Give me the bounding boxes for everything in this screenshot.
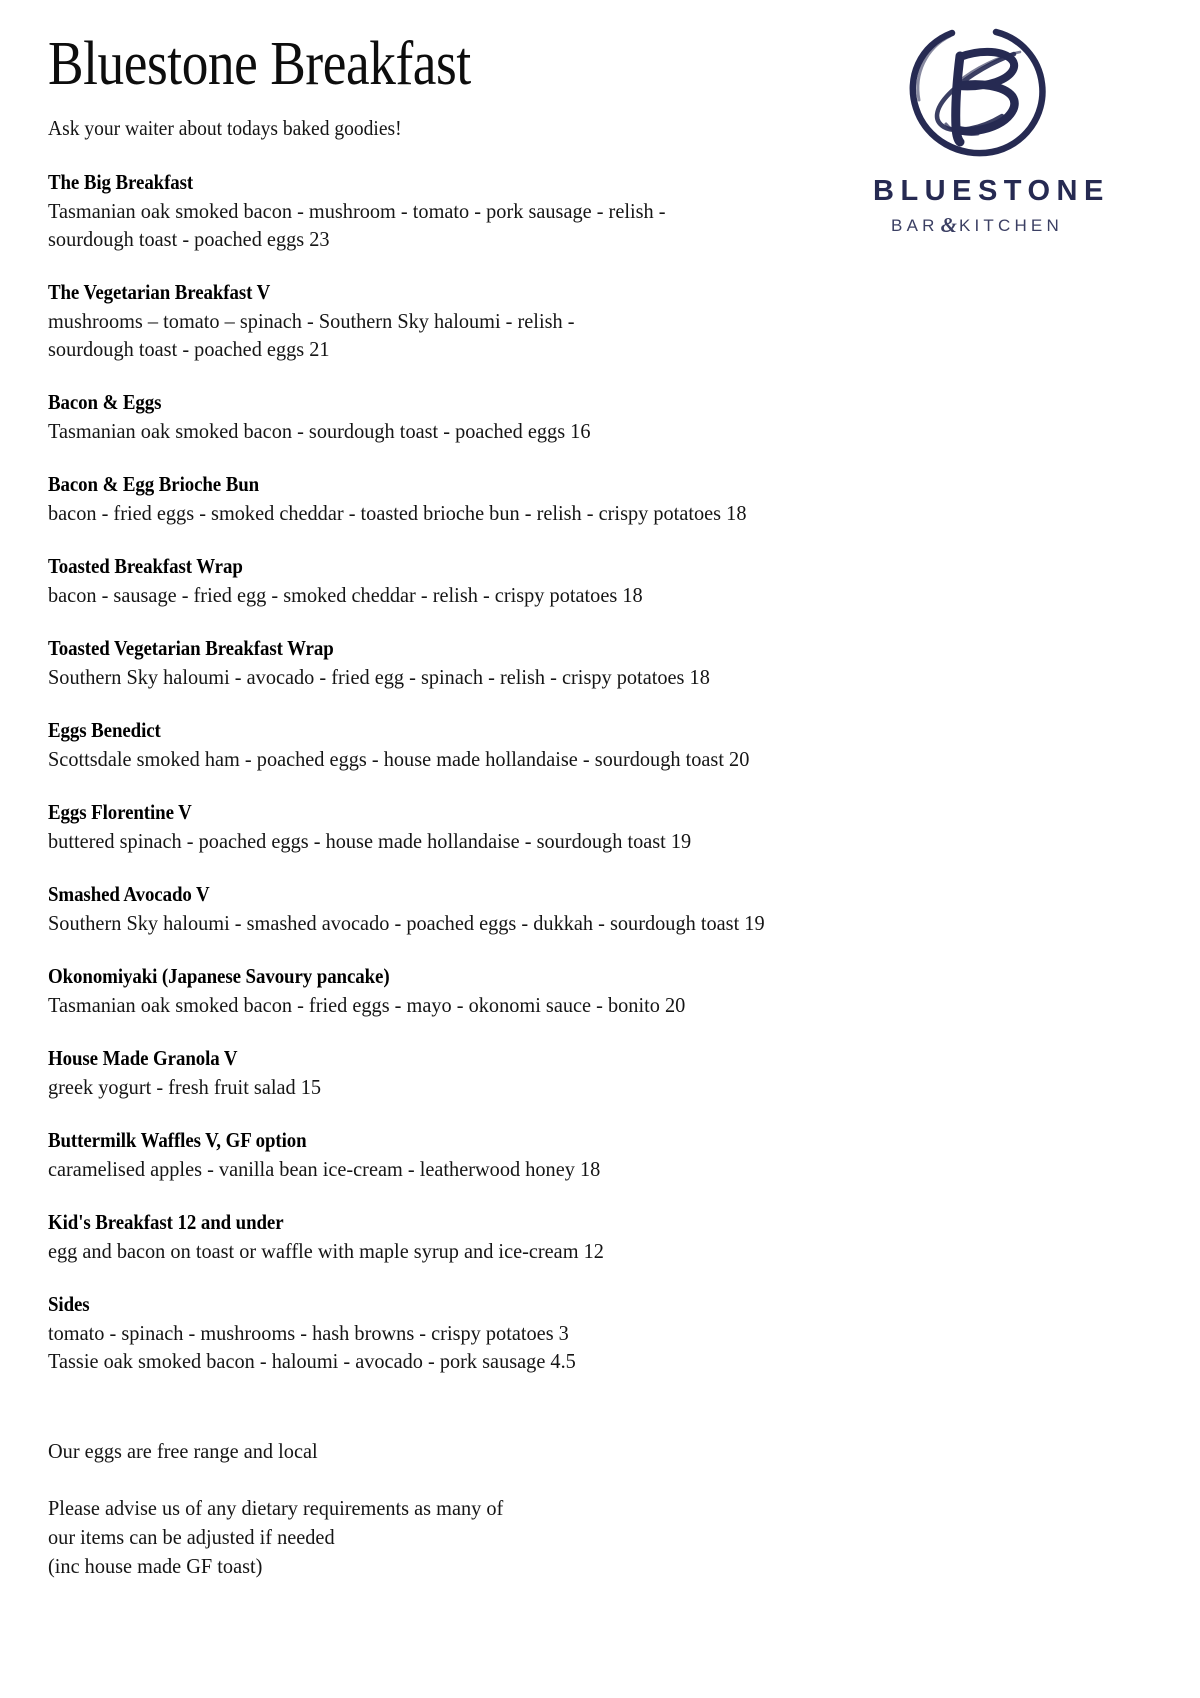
item-description-line: bacon - sausage - fried egg - smoked cheddar - relish - crispy potatoes 18 [48,583,643,607]
menu-item [48,278,1158,364]
item-description-line: greek yogurt - fresh fruit salad 15 [48,1075,322,1099]
dietary-note-line: our items can be adjusted if needed [48,1525,335,1549]
brush-b-circle-icon [900,16,1050,166]
item-name: Bacon & Egg Brioche Bun [48,472,260,496]
logo-sub-bar: BAR [891,216,939,235]
eggs-note: Our eggs are free range and local [48,1439,318,1463]
item-description-line: Southern Sky haloumi - smashed avocado - poached eggs - dukkah - sourdough toast 19 [48,911,765,935]
item-description-line: Southern Sky haloumi - avocado - fried egg - spinach - relish - crispy potatoes 18 [48,665,710,689]
item-name: The Vegetarian Breakfast V [48,280,271,304]
item-description-line: caramelised apples - vanilla bean ice-cream - leatherwood honey 18 [48,1157,601,1181]
menu-item [48,1208,1158,1266]
menu-item [48,962,1158,1020]
item-description-line: bacon - fried eggs - smoked cheddar - toasted brioche bun - relish - crispy potatoes 18 [48,501,747,525]
item-name: House Made Granola V [48,1046,238,1070]
item-description-line: buttered spinach - poached eggs - house made hollandaise - sourdough toast 19 [48,829,692,853]
item-description-line: Tasmanian oak smoked bacon - fried eggs - mayo - okonomi sauce - bonito 20 [48,993,686,1017]
menu-item [48,1126,1158,1184]
item-name: Eggs Benedict [48,718,161,742]
item-name: Buttermilk Waffles V, GF option [48,1128,307,1152]
item-description-line: Tasmanian oak smoked bacon - sourdough toast - poached eggs 16 [48,419,591,443]
item-name: Okonomiyaki (Japanese Savoury pancake) [48,964,390,988]
menu-item [48,798,1158,856]
logo-ampersand: & [940,213,957,237]
item-description-line: sourdough toast - poached eggs 23 [48,227,330,251]
menu-item [48,168,1158,254]
logo-sub-kitchen: KITCHEN [958,216,1063,235]
menu-item [48,716,1158,774]
item-name: Sides [48,1292,90,1316]
dietary-note-line: Please advise us of any dietary requirements as many of [48,1496,504,1520]
item-name: Bacon & Eggs [48,390,162,414]
menu-item [48,1044,1158,1102]
item-description-line: mushrooms – tomato – spinach - Southern Sky haloumi - relish - [48,309,575,333]
item-description-line: Tasmanian oak smoked bacon - mushroom - tomato - pork sausage - relish - [48,199,666,223]
footer-notes [48,1437,1048,1581]
menu-item [48,634,1158,692]
item-description-line: Scottsdale smoked ham - poached eggs - house made hollandaise - sourdough toast 20 [48,747,750,771]
item-name: Eggs Florentine V [48,800,192,824]
dietary-note-line: (inc house made GF toast) [48,1554,263,1578]
menu-list [48,168,1158,1400]
item-name: Toasted Vegetarian Breakfast Wrap [48,636,334,660]
item-name: Kid's Breakfast 12 and under [48,1210,284,1234]
menu-item [48,552,1158,610]
logo-wordmark: BLUESTONE [873,175,1110,207]
item-description-line: Tassie oak smoked bacon - haloumi - avocado - pork sausage 4.5 [48,1349,576,1373]
item-description-line: egg and bacon on toast or waffle with maple syrup and ice-cream 12 [48,1239,604,1263]
menu-item [48,470,1158,528]
page-title: Bluestone Breakfast [48,30,471,98]
menu-item [48,388,1158,446]
menu-item-sides [48,1290,1158,1376]
item-name: Smashed Avocado V [48,882,210,906]
item-name: The Big Breakfast [48,170,194,194]
item-name: Toasted Breakfast Wrap [48,554,243,578]
item-description-line: tomato - spinach - mushrooms - hash browns - crispy potatoes 3 [48,1321,569,1345]
menu-item [48,880,1158,938]
item-description-line: sourdough toast - poached eggs 21 [48,337,330,361]
dietary-note [48,1494,1048,1581]
header-subtitle: Ask your waiter about todays baked goodies! [48,116,402,140]
